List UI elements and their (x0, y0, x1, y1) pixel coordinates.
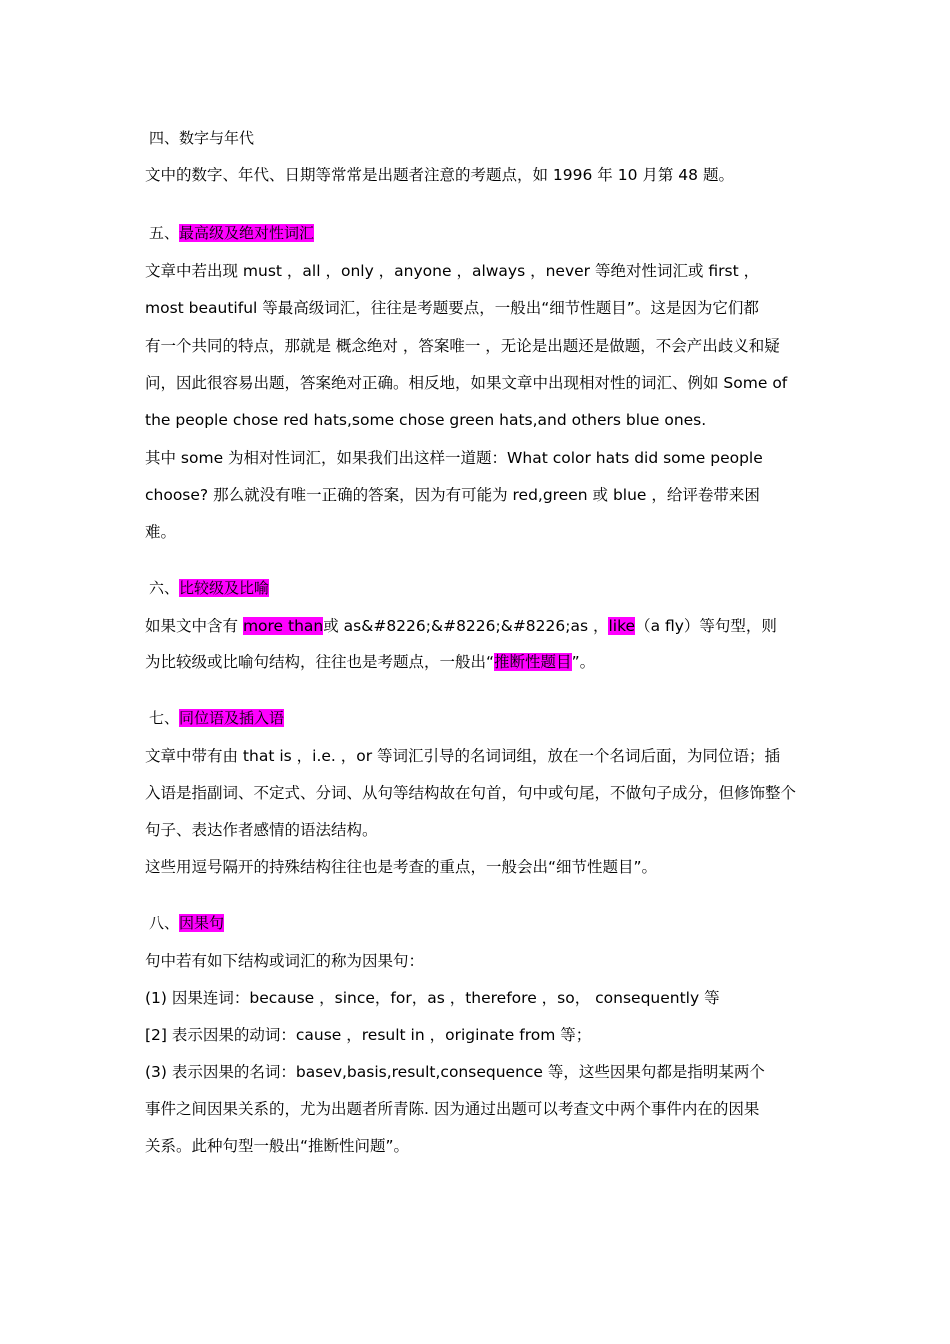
section-8-line-4: (3) 表示因果的名词：basev,basis,result,consequence 等，这些因果句都是指明某两个 (145, 1063, 765, 1081)
section-8-line-3: [2] 表示因果的动词：cause ，result in ，originate from 等； (145, 1026, 592, 1044)
section-8-line-1: 句中若有如下结构或词汇的称为因果句： (145, 952, 425, 970)
section-7-number: 七、 (149, 709, 180, 727)
section-5-line-1: 文章中若出现 must ，all ，only ，anyone ，always ，never 等绝对性词汇或 first ， (145, 262, 760, 280)
section-6-line-1 (145, 616, 815, 636)
section-4-number: 四、 (149, 129, 180, 147)
section-4-line-1: 文中的数字、年代、日期等常常是出题者注意的考题点，如 1996 年 10 月第 48 题。 (145, 166, 734, 184)
section-8-heading (149, 913, 819, 933)
section-5-line-5: the people chose red hats,some chose green hats,and others blue ones. (145, 411, 707, 429)
section-5-line-3: 有一个共同的特点，那就是 概念绝对 ，答案唯一 ，无论是出题还是做题，不会产出歧义和疑 (145, 337, 780, 355)
highlight-more-than: more than (242, 617, 324, 635)
section-7-line-2: 入语是指副词、不定式、分词、从句等结构故在句首，句中或句尾，不做句子成分，但修饰整个 (145, 784, 797, 802)
section-8-line-2: (1) 因果连词：because ，since，for，as ，therefore ，so， consequently 等 (145, 989, 720, 1007)
section-5-line-6: 其中 some 为相对性词汇，如果我们出这样一道题：What color hats did some people (145, 449, 763, 467)
section-7-heading (149, 708, 819, 728)
section-8-title: 因果句 (179, 914, 225, 932)
section-5-line-7: choose? 那么就没有唯一正确的答案，因为有可能为 red,green 或 blue ，给评卷带来困 (145, 486, 760, 504)
text-segment: 或 as&#8226;&#8226;&#8226;as ， (323, 617, 609, 635)
section-8-number: 八、 (149, 914, 180, 932)
section-4-title: 数字与年代 (179, 129, 255, 147)
section-6-title: 比较级及比喻 (179, 579, 270, 597)
section-5-title: 最高级及绝对性词汇 (179, 224, 315, 242)
section-6-line-2 (145, 652, 815, 672)
text-segment: （a fly）等句型，则 (635, 617, 777, 635)
section-5-heading (149, 223, 819, 243)
section-7-line-3: 句子、表达作者感情的语法结构。 (145, 821, 378, 839)
section-7-line-4: 这些用逗号隔开的持殊结构往往也是考查的重点，一般会出“细节性题目”。 (145, 858, 658, 876)
text-segment: 如果文中含有 (145, 617, 243, 635)
highlight-like: like (608, 617, 636, 635)
text-segment: 为比较级或比喻句结构，往往也是考题点，一般出“ (145, 653, 495, 671)
section-5-line-2: most beautiful 等最高级词汇，往往是考题要点，一般出“细节性题目”。这是因为它们都 (145, 299, 759, 317)
text-segment: ”。 (571, 653, 596, 671)
highlight-inference-question: 推断性题目 (494, 653, 572, 671)
section-6-number: 六、 (149, 579, 180, 597)
section-5-number: 五、 (149, 224, 180, 242)
section-6-heading (149, 578, 819, 598)
section-8-line-6: 关系。此种句型一般出“推断性问题”。 (145, 1137, 410, 1155)
section-5-line-4: 问，因此很容易出题，答案绝对正确。相反地，如果文章中出现相对性的词汇、例如 Some of (145, 374, 788, 392)
section-4-heading (149, 128, 819, 148)
section-5-line-8: 难。 (145, 523, 177, 541)
section-7-title: 同位语及插入语 (179, 709, 285, 727)
section-8-line-5: 事件之间因果关系的，尤为出题者所青陈. 因为通过出题可以考查文中两个事件内在的因果 (145, 1100, 760, 1118)
section-7-line-1: 文章中带有由 that is ，i.e. ，or 等词汇引导的名词词组，放在一个名词后面，为同位语；插 (145, 747, 781, 765)
